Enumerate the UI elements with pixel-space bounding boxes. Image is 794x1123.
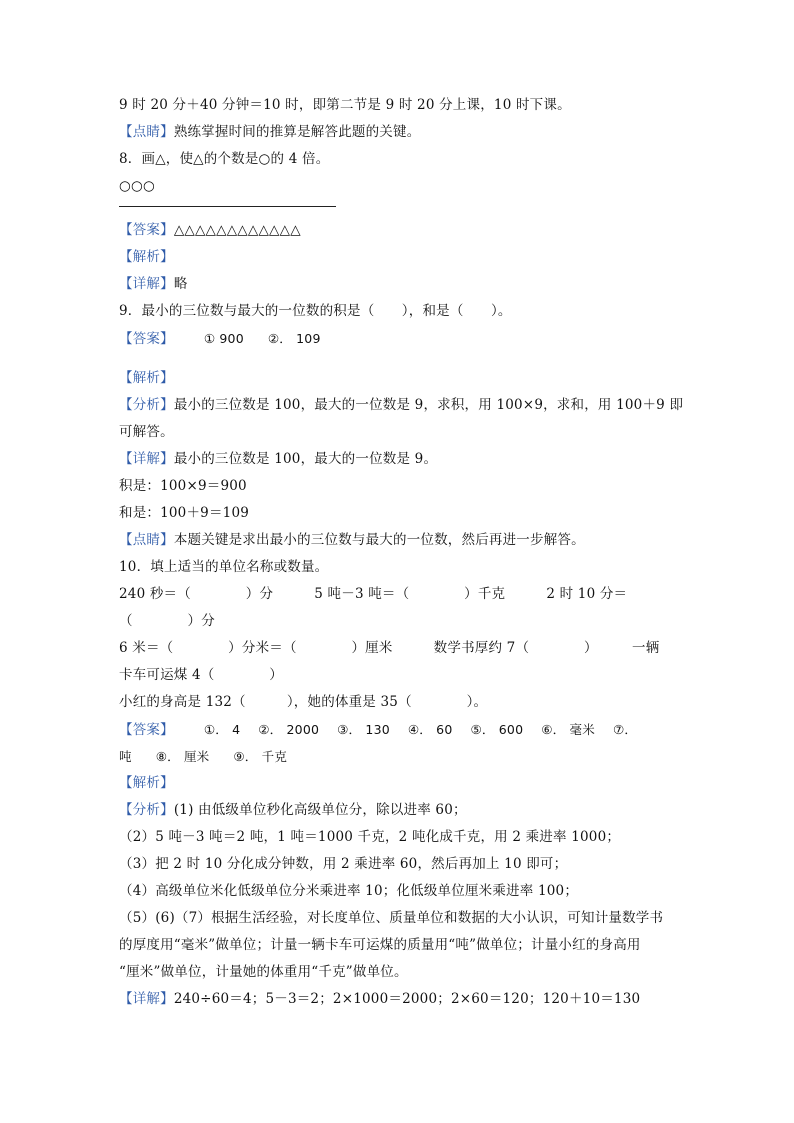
detail-tag: 【详解】 [119,991,174,1007]
answer-line-divider [119,206,336,207]
answer-tag: 【答案】 [119,722,174,738]
text-line: 和是：100＋9＝109 [119,505,250,521]
text-line: （3）把 2 时 10 分化成分钟数，用 2 乘进率 60，然后再加上 10 即可； [119,856,568,872]
text-line: （2）5 吨－3 吨＝2 吨，1 吨＝1000 千克，2 吨化成千克，用 2 乘进率 1000； [119,829,621,845]
text-line [119,325,679,352]
text-line: 240 秒＝（ ）分 5 吨－3 吨＝（ ）千克 2 时 10 分＝ [119,586,628,602]
text-line [119,797,679,824]
answer-tag: 【答案】 [119,331,174,347]
text-line [119,743,679,770]
text-body: 最小的三位数是 100，最大的一位数是 9。 [173,451,438,467]
text-line: （5）(6)（7）根据生活经验，对长度单位、质量单位和数据的大小认识，可知计量数学书 [119,910,664,926]
answer-item: ⑦． [612,722,638,737]
answer-item: ②． 109 [267,331,321,346]
text-body: 略 [173,276,188,292]
answer-tag: 【答案】 [119,222,174,238]
text-line [119,365,679,392]
text-line [119,271,679,298]
key-point-tag: 【点睛】 [119,532,174,548]
answer-item: ⑥． 毫米 [541,722,595,737]
text-line: “厘米”做单位，计量她的体重用“千克”做单位。 [119,964,408,980]
text-body: (1) 由低级单位秒化高级单位分，除以进率 60； [173,802,467,818]
text-line: 的厚度用“毫米”做单位；计量一辆卡车可运煤的质量用“吨”做单位；计量小红的身高用 [119,937,641,953]
text-line [119,244,679,271]
text-body: 240÷60＝4；5－3＝2；2×1000＝2000；2×60＝120；120＋10＝130 [173,991,641,1007]
text-body: 本题关键是求出最小的三位数与最大的一位数，然后再进一步解答。 [173,532,585,548]
answer-item: ⑤． 600 [470,722,524,737]
text-line [119,392,684,419]
text-line [119,217,679,244]
detail-tag: 【详解】 [119,451,174,467]
answer-item: ⑨． 千克 [233,749,288,764]
text-line: 9 时 20 分＋40 分钟＝10 时，即第二节是 9 时 20 分上课，10 时下课。 [119,97,571,113]
analysis-tag: 【解析】 [119,249,174,265]
answer-item: ②． 2000 [258,722,320,737]
detail-tag: 【详解】 [119,276,174,292]
triangles-answer: △△△△△△△△△△△△ [173,222,301,238]
answer-item: ④． 60 [407,722,453,737]
text-line: （4）高级单位米化低级单位分米乘进率 10；化低级单位厘米乘进率 100； [119,883,579,899]
question-8: 8．画△，使△的个数是○的 4 倍。 [119,151,330,167]
text-line [119,716,679,743]
text-line [119,119,679,146]
text-body: 熟练掌握时间的推算是解答此题的关键。 [173,124,421,140]
analysis-tag: 【解析】 [119,370,174,386]
text-line [119,527,679,554]
text-line [119,986,679,1013]
document-page [119,92,684,1013]
analysis-tag: 【分析】 [119,802,174,818]
answer-item: ① 900 [203,331,244,346]
analysis-tag: 【分析】 [119,397,174,413]
answer-item: ①． 4 [203,722,241,737]
analysis-tag: 【解析】 [119,775,174,791]
text-line: 卡车可运煤 4（ ） [119,667,283,683]
text-body: 最小的三位数是 100，最大的一位数是 9，求积，用 100×9，求和，用 100＋9 即 [173,397,684,413]
text-line: 6 米＝（ ）分米＝（ ）厘米 数学书厚约 7（ ） 一辆 [119,640,660,656]
text-line: 可解答。 [119,424,174,440]
question-9: 9．最小的三位数与最大的一位数的积是（ ），和是（ ）。 [119,303,512,319]
text-line: 小红的身高是 132（ ），她的体重是 35（ ）。 [119,694,488,710]
text-line [119,446,679,473]
answer-item: ⑧． 厘米 [155,749,210,764]
text-line [119,770,679,797]
text-line: 积是：100×9＝900 [119,478,247,494]
circles-row: ○○○ [119,178,155,194]
label-tag: 【点睛】 [119,124,174,140]
answer-item: ③． 130 [337,722,390,737]
answer-item: 吨 [119,749,132,764]
text-line: （ ）分 [119,613,215,629]
question-10: 10．填上适当的单位名称或数量。 [119,559,329,575]
